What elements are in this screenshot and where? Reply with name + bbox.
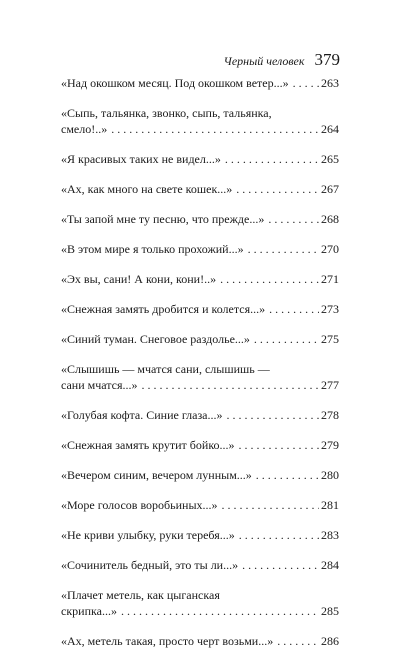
- toc-entry-page-number: 285: [321, 604, 339, 618]
- toc-entry-page-number: 263: [321, 76, 339, 90]
- toc-entry-row: [61, 467, 339, 483]
- toc-entry: [61, 271, 339, 287]
- toc-entry: [61, 361, 339, 393]
- toc-entry-page-number: 268: [321, 212, 339, 226]
- toc-entry-row: [61, 633, 339, 649]
- toc-entry-row: [61, 497, 339, 513]
- toc-entry-row: [61, 211, 339, 227]
- dot-leader: [269, 301, 319, 317]
- toc-entry-title: скрипка...»: [61, 604, 117, 618]
- toc-entry-row: [61, 271, 339, 287]
- running-title: Черный человек: [223, 54, 305, 68]
- toc-entry-row: [61, 407, 339, 423]
- dot-leader: [277, 633, 319, 649]
- toc-entry-row: [61, 241, 339, 257]
- toc-entry-page-number: 280: [321, 468, 339, 482]
- dot-leader: [293, 75, 319, 91]
- dot-leader: [225, 151, 319, 167]
- toc-entry-title: «Синий туман. Снеговое раздолье...»: [61, 332, 250, 346]
- toc-entry-title: сани мчатся...»: [61, 378, 138, 392]
- toc-entry-page-number: 273: [321, 302, 339, 316]
- toc-entry-title: «Снежная замять дробится и колется...»: [61, 302, 266, 316]
- toc-entry-page-number: 284: [321, 558, 339, 572]
- toc-entry: [61, 497, 339, 513]
- toc-entry: [61, 211, 339, 227]
- toc-entry-page-number: 267: [321, 182, 339, 196]
- toc-entry-title: «Ах, метель такая, просто черт возьми...»: [61, 634, 274, 648]
- toc-entry-row: [61, 301, 339, 317]
- dot-leader: [222, 497, 319, 513]
- dot-leader: [142, 377, 319, 393]
- toc-entry-title: «Ты запой мне ту песню, что прежде...»: [61, 212, 265, 226]
- dot-leader: [268, 211, 319, 227]
- toc-entry-row: [61, 377, 339, 393]
- toc-entry: [61, 75, 339, 91]
- toc-entry-row: [61, 151, 339, 167]
- toc-entry-row: [61, 603, 339, 619]
- toc-entry-row: [61, 121, 339, 137]
- toc-entry: [61, 301, 339, 317]
- toc-entry: [61, 437, 339, 453]
- toc-entry-title: «Я красивых таких не видел...»: [61, 152, 221, 166]
- toc-entry-title: «Эх вы, сани! А кони, кони!..»: [61, 272, 217, 286]
- toc-entry-title: «Голубая кофта. Синие глаза...»: [61, 408, 223, 422]
- toc-entry-row: [61, 527, 339, 543]
- toc-entry-row: [61, 181, 339, 197]
- dot-leader: [236, 181, 319, 197]
- dot-leader: [256, 467, 319, 483]
- dot-leader: [242, 557, 319, 573]
- running-head: [224, 50, 340, 70]
- toc-entry: [61, 151, 339, 167]
- toc-entry-page-number: 277: [321, 378, 339, 392]
- toc-entry-page-number: 281: [321, 498, 339, 512]
- toc-entry-row: [61, 437, 339, 453]
- toc-entry-row: [61, 557, 339, 573]
- toc-entry: [61, 527, 339, 543]
- toc-entry: [61, 105, 339, 137]
- toc-entry: [61, 331, 339, 347]
- table-of-contents: [61, 75, 339, 663]
- toc-entry: [61, 241, 339, 257]
- toc-entry-title: «В этом мире я только прохожий...»: [61, 242, 244, 256]
- dot-leader: [248, 241, 319, 257]
- toc-entry-page-number: 271: [321, 272, 339, 286]
- toc-entry-title-line: «Сыпь, тальянка, звонко, сыпь, тальянка,: [61, 106, 272, 120]
- toc-entry: [61, 633, 339, 649]
- dot-leader: [111, 121, 319, 137]
- toc-entry-title: «Над окошком месяц. Под окошком ветер...»: [61, 76, 289, 90]
- toc-entry-page-number: 286: [321, 634, 339, 648]
- toc-entry-page-number: 278: [321, 408, 339, 422]
- toc-entry-title: «Ах, как много на свете кошек...»: [61, 182, 233, 196]
- toc-entry-page-number: 270: [321, 242, 339, 256]
- toc-entry-title: смело!..»: [61, 122, 108, 136]
- toc-entry-page-number: 283: [321, 528, 339, 542]
- toc-entry-title-line: «Слышишь — мчатся сани, слышишь —: [61, 362, 270, 376]
- toc-entry-title: «Снежная замять крутит бойко...»: [61, 438, 235, 452]
- toc-entry-title: «Сочинитель бедный, это ты ли...»: [61, 558, 239, 572]
- toc-entry: [61, 587, 339, 619]
- toc-entry-title: «Вечером синим, вечером лунным...»: [61, 468, 252, 482]
- toc-entry: [61, 407, 339, 423]
- toc-entry-title: «Море голосов воробьиных...»: [61, 498, 218, 512]
- toc-entry-title: «Не криви улыбку, руки теребя...»: [61, 528, 235, 542]
- toc-entry-page-number: 265: [321, 152, 339, 166]
- dot-leader: [121, 603, 319, 619]
- toc-entry: [61, 557, 339, 573]
- dot-leader: [254, 331, 319, 347]
- toc-entry-row: [61, 75, 339, 91]
- toc-entry-title-line: «Плачет метель, как цыганская: [61, 588, 220, 602]
- page-number: 379: [314, 50, 340, 69]
- dot-leader: [239, 437, 319, 453]
- toc-entry-page-number: 264: [321, 122, 339, 136]
- dot-leader: [239, 527, 319, 543]
- toc-entry: [61, 467, 339, 483]
- toc-entry-page-number: 279: [321, 438, 339, 452]
- dot-leader: [220, 271, 319, 287]
- dot-leader: [227, 407, 319, 423]
- toc-entry-row: [61, 331, 339, 347]
- toc-entry: [61, 181, 339, 197]
- toc-entry-page-number: 275: [321, 332, 339, 346]
